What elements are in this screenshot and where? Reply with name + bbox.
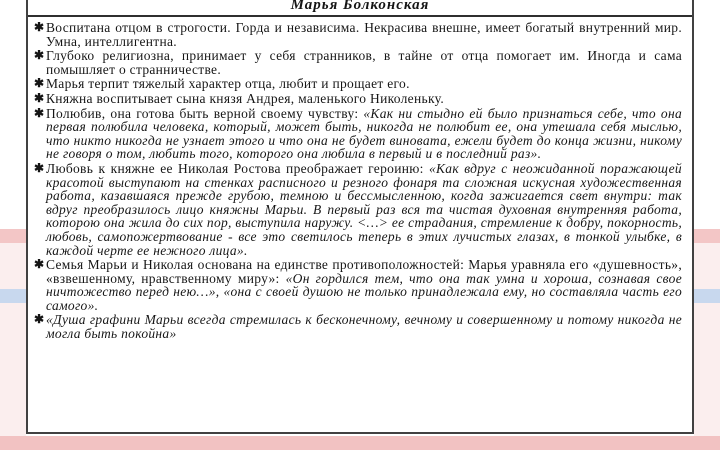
list-item — [34, 313, 682, 340]
background-left-panel — [0, 229, 26, 450]
item-quote: «Душа графини Марьи всегда стремилась к бесконечному, вечному и совершенному и потому никогда не могла быть покойна» — [46, 312, 682, 342]
list-item — [34, 258, 682, 312]
item-quote: «Он гордился тем, что она так умна и хороша, сознавая свое ничтожество перед нею…», «она с своей душою не только принадлежала ему, но составляла часть его самого». — [46, 270, 682, 313]
item-quote: «Как вдруг с неожиданной поражающей красотой выступают на стенках расписного и резного фонаря та сложная искусная художественная работа, казавшаяся прежде грубою, темною и бессмысленною, когда зажигается свет внутри: так вдруг преобразилось лицо княжны Марьи. В первый раз вся та чистая духовная внутренняя работа, которою она жила до сих пор, выступила наружу. <…> ее страдания, стремление к добру, покорность, любовь, самопожертвование - все это светилось теперь в этих лучистых глазах, в тонкой улыбке, в каждой черте ее нежного лица». — [46, 160, 682, 258]
page-title: Марья Болконская — [28, 0, 692, 17]
asterisk-bullet-icon: ✱ — [34, 48, 45, 63]
list-item — [34, 92, 682, 106]
item-text: Воспитана отцом в строгости. Горда и независима. Некрасива внешне, имеет богатый внутренний мир. Умна, интеллигентна. — [46, 20, 682, 49]
asterisk-bullet-icon: ✱ — [34, 76, 45, 91]
scanned-page — [26, 0, 694, 434]
list-item — [34, 21, 682, 48]
item-text: Любовь к княжне ее Николая Ростова преображает героиню: — [46, 160, 429, 176]
asterisk-bullet-icon: ✱ — [34, 160, 45, 175]
background-stripe-red-bottom — [0, 436, 720, 450]
item-text: Княжна воспитывает сына князя Андрея, маленького Николеньку. — [46, 90, 444, 106]
list-item — [34, 77, 682, 91]
item-quote: «Как ни стыдно ей было признаться себе, что она первая полюбила человека, который, может быть, никогда не полюбит ее, она утешала себя мыслью, что никто никогда не узнает этого и что она не будет виновата, ежели будет до конца жизни, никому не говоря о том, любить того, которого она любила в первый и в последний раз». — [46, 105, 682, 162]
item-text: Полюбив, она готова быть верной своему чувству: — [46, 105, 364, 121]
list-item — [34, 49, 682, 76]
asterisk-bullet-icon: ✱ — [34, 90, 45, 105]
list-item — [34, 107, 682, 161]
asterisk-bullet-icon: ✱ — [34, 257, 45, 272]
item-text: Марья терпит тяжелый характер отца, любит и прощает его. — [46, 76, 410, 92]
asterisk-bullet-icon: ✱ — [34, 312, 45, 327]
item-text: Глубоко религиозна, принимает у себя странников, в тайне от отца помогает им. Иногда и сама помышляет о странничестве. — [46, 48, 682, 77]
characteristics-list — [28, 17, 692, 341]
list-item — [34, 162, 682, 257]
asterisk-bullet-icon: ✱ — [34, 105, 45, 120]
item-text: Семья Марьи и Николая основана на единстве противоположностей: Марья уравняла его «душевность», «взвешенному, нравственному миру»: — [46, 257, 682, 286]
background-right-panel — [694, 229, 720, 450]
asterisk-bullet-icon: ✱ — [34, 20, 45, 34]
